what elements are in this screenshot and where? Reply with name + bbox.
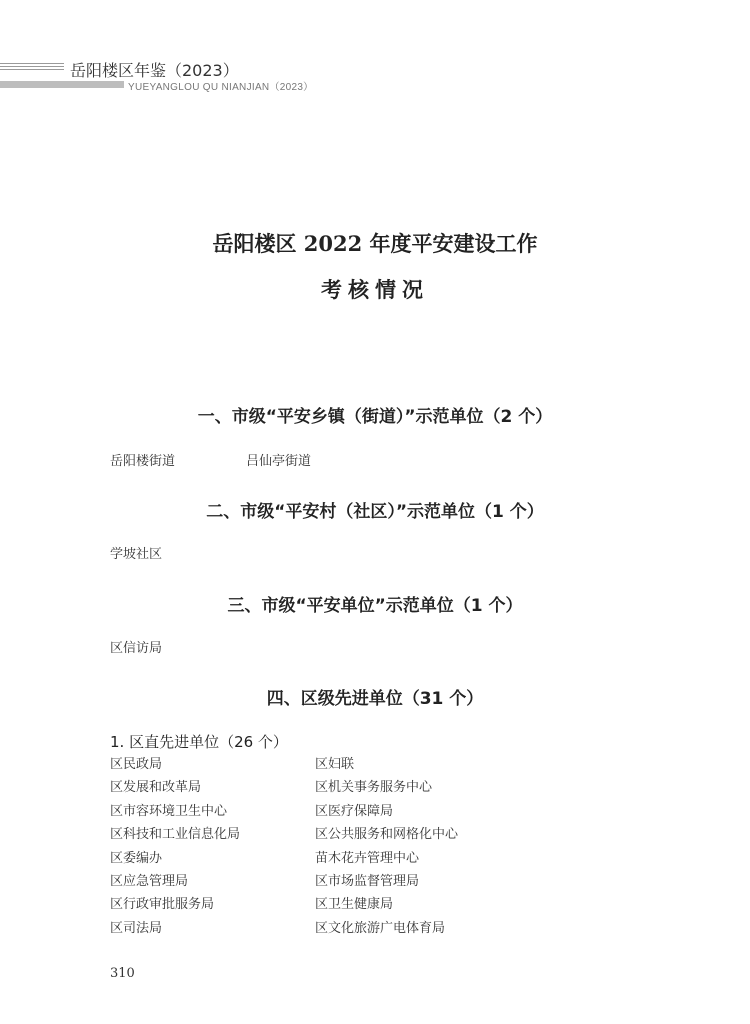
section-heading-3: 三、市级“平安单位”示范单位（1 个） (227, 596, 523, 616)
list-item: 学坡社区 (110, 547, 163, 562)
list-item: 区委编办 (110, 850, 163, 866)
list-item: 区医疗保障局 (315, 803, 394, 819)
list-item: 区发展和改革局 (110, 780, 202, 796)
running-header-subtitle: YUEYANGLOU QU NIANJIAN（2023） (128, 82, 314, 93)
list-item: 区应急管理局 (110, 873, 189, 889)
list-item: 区司法局 (110, 920, 163, 936)
unit-list-left (110, 756, 240, 943)
list-item: 区民政局 (110, 757, 163, 772)
document-subtitle: 考核情况 (321, 277, 429, 302)
section-heading-1: 一、市级“平安乡镇（街道）”示范单位（2 个） (197, 407, 553, 427)
list-item: 区文化旅游广电体育局 (315, 920, 446, 936)
list-item: 区行政审批服务局 (110, 897, 215, 913)
list-item: 区信访局 (110, 641, 163, 656)
section-heading-2: 二、市级“平安村（社区）”示范单位（1 个） (206, 502, 544, 522)
list-item: 区机关事务服务中心 (315, 780, 433, 796)
subsection-heading: 1. 区直先进单位（26 个） (110, 733, 288, 751)
list-item: 区卫生健康局 (315, 897, 394, 913)
header-decoration-lines (0, 63, 64, 73)
unit-list-right (315, 756, 458, 943)
list-item: 区妇联 (315, 757, 355, 772)
list-item: 岳阳楼街道 (110, 454, 176, 469)
document-title: 岳阳楼区 2022 年度平安建设工作 (212, 231, 538, 256)
list-item: 吕仙亭街道 (246, 454, 312, 469)
list-item: 区公共服务和网格化中心 (315, 827, 459, 843)
header-decoration-bar (0, 81, 124, 88)
page-number: 310 (110, 966, 135, 981)
running-header-title: 岳阳楼区年鉴（2023） (70, 61, 239, 80)
list-item: 区市容环境卫生中心 (110, 803, 228, 819)
list-item: 区科技和工业信息化局 (110, 827, 241, 843)
list-item: 区市场监督管理局 (315, 873, 420, 889)
section-heading-4: 四、区级先进单位（31 个） (266, 689, 484, 709)
list-item: 苗木花卉管理中心 (315, 850, 420, 866)
